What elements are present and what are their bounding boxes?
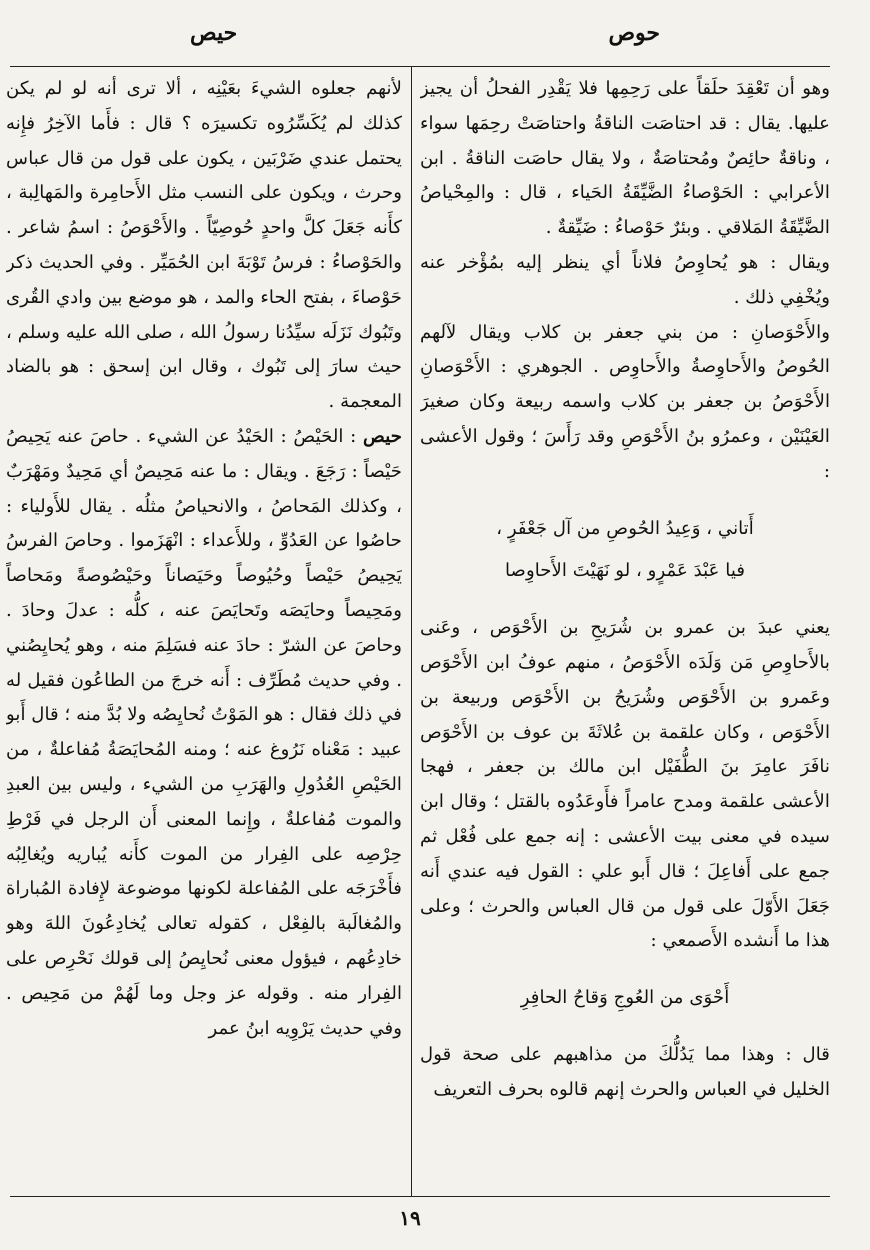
- verse-line: أَتاني ، وَعِيدُ الحُوصِ من آل جَعْفَرٍ ،: [496, 517, 754, 539]
- footer-rule: [10, 1196, 830, 1197]
- paragraph: لأنهم جعلوه الشيءَ بعَيْنِه ، ألا ترى أنه لو لم يكن كذلك لم يُكَسِّرُوه تكسيرَه ؟ قال : فأَما الآخِرُ فإِنه يحتمل عندي ضَرْبَين ، يكون على قول من قال عباس وحرث ، ويكون على النسب مثل الأَحامِرة والمَهالِبة ، كأَنه جَعَلَ كلَّ واحدٍ حُوصِيّاً . والأَحْوَصُ : اسمُ شاعر . والحَوْصاءُ : فرسُ تَوْبَةَ ابن الحُمَيِّر . وفي الحديث ذكر حَوْصاءَ ، بفتح الحاء والمد ، هو موضع بين وادي القُرى وتَبُوك نَزَلَه سيِّدُنا رسولُ الله ، صلى الله عليه وسلم ، حيث سارَ إلى تَبُوك ، وقال ابن إسحق : هو بالضاد المعجمة .: [6, 78, 402, 413]
- entry-headword: حيص: [362, 425, 402, 447]
- verse-line: أَحْوَى من العُوجِ وَقاحُ الحافِرِ: [520, 987, 730, 1009]
- column-divider: [411, 66, 412, 1196]
- paragraph: والأَحْوَصانِ : من بني جعفر بن كلاب ويقال لآلهم الحُوصُ والأَحاوِصةُ والأَحاوِص . الجوهري : الأَحْوَصانِ الأَحْوَصُ بن جعفر بن كلاب واسمه ربيعة وكان صغيرَ العَيْنَيْن ، وعمرُو بنُ الأَحْوَصِ وقد رَأَسَ ؛ وقول الأعشى :: [420, 321, 830, 482]
- page-header: [0, 14, 870, 54]
- page-number: ١٩: [399, 1206, 421, 1230]
- entry-paragraph: [6, 420, 402, 1046]
- entry-text: : الحَيْصُ : الحَيْدُ عن الشيء . حاصَ عنه يَحِيصُ حَيْصاً : رَجَعَ . ويقال : ما عنه مَحِيصٌ أي مَحِيدٌ ومَهْرَبٌ ، وكذلك المَحاصُ ، والانحياصُ مثلُه . يقال للأَولياء : حاصُوا عن العَدُوِّ ، وللأَعداء : انْهَزَموا . وحاصَ الفرسُ يَحِيصُ حَيْصاً وحُيُوصاً وحَيَصاناً وحَيْصُوصةً ومَحاصاً ومَحِيصاً وحايَصَه وتَحايَصَ عنه ، كلُّه : عدلَ وحادَ . وحاصَ عن الشرّ : حادَ عنه فسَلِمَ منه ، وهو يُحايِصُني . وفي حديث مُطَرِّف : أَنه خرجَ من الطاعُون فقيل له في ذلك فقال : هو المَوْتُ نُحايِصُه ولا بُدَّ منه ؛ قال أَبو عبيد : مَعْناه نَرُوغ عنه ؛ ومنه المُحايَصَةُ مُفاعلةٌ ، من الحَيْصِ العُدُولِ والهَرَبِ من الشيء ، وليس بين العبدِ والموت مُفاعلةٌ ، وإِنما المعنى أَن الرجل في فَرْطِ حِرْصِه على الفِرار من الموت كأَنه يُباريه ويُغالِبُه فأَخْرَجَه على المُفاعلة لكونها موضوعة لإِفادة المُباراة والمُغالَبة بالفِعْل ، كقوله تعالى يُخادِعُونَ اللهَ وهو خادِعُهم ، فيؤول معنى نُحايِصُ إلى قولك نَحْرِص على الفِرار منه . وقوله عز وجل وما لَهُمْ من مَحِيص . وفي حديث يَرْوِيه ابنُ عمر: [6, 425, 402, 1039]
- paragraph: وهو أن تَعْقِدَ حلَقاً على رَحِمِها فلا يَقْدِر الفحلُ أن يجيز عليها. يقال : قد احتاصَت الناقةُ واحتاصَتْ رحِمَها سواء ، وناقةٌ حائِصٌ ومُحتاصَةٌ ، ولا يقال حاصَت الناقةُ . ابن الأعرابي : الحَوْصاءُ الضَّيِّقَةُ الحَياء ، قال : والمِحْياصُ الضَّيِّقَةُ المَلاقي . وبئرٌ حَوْصاءُ : ضَيِّقةٌ .: [420, 78, 830, 239]
- header-rule: [10, 66, 830, 67]
- left-column: [6, 72, 402, 1192]
- paragraph: قال : وهذا مما يَدُلُّكَ من مذاهبهم على صحة قول الخليل في العباس والحرث إنهم قالوه بحرف التعريف: [420, 1043, 830, 1100]
- paragraph: يعني عبدَ بن عمرو بن شُرَيحِ بن الأَحْوَص ، وعَنى بالأَحاوِصِ مَن وَلَدَه الأَحْوَصُ ، منهم عوفُ ابن الأَحْوَص وعَمرو بن الأَحْوَص وشُرَيحُ بن الأَحْوَص وربيعة بن الأَحْوَص ، وكان علقمة بن عُلاثَةَ بن عوف بن الأَحْوَص نافَرَ عامِرَ بنَ الطُّفَيْل ابن مالك بن جعفر ، فهجا الأعشى علقمة ومدح عامراً فأَوعَدُوه بالقتل ؛ وقال ابن سيده في معنى بيت الأعشى : إنه جمع على فُعْل ثم جمع على أَفاعِلَ ؛ قال أَبو علي : القول فيه عندي أَنه جَعَلَ الأَوّلَ على قول من قال العباس والحرث ؛ وعلى هذا ما أَنشده الأَصمعي :: [420, 617, 830, 952]
- right-column: [420, 72, 830, 1192]
- verse-line: فيا عَبْدَ عَمْرٍو ، لو نَهَيْتَ الأَحاوِصا: [504, 560, 746, 582]
- header-headword-right: حوص: [608, 20, 660, 46]
- paragraph: ويقال : هو يُحاوِصُ فلاناً أي ينظر إليه بمُؤْخر عنه ويُخْفِي ذلك .: [420, 251, 830, 308]
- header-headword-left: حيص: [190, 20, 238, 46]
